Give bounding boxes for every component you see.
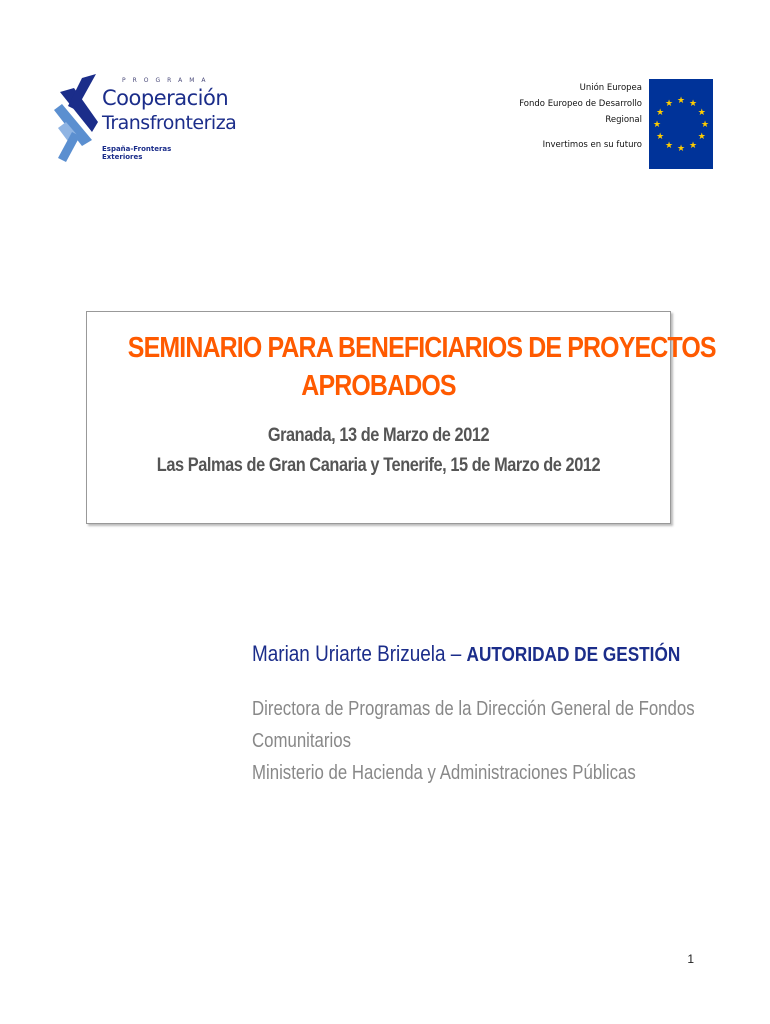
position-line1: Directora de Programas de la Dirección General de Fondos [252, 698, 695, 720]
eu-star-icon: ★ [688, 98, 698, 109]
speaker-role: AUTORIDAD DE GESTIÓN [466, 644, 681, 666]
position-line2: Comunitarios [252, 730, 351, 752]
eu-star-icon: ★ [676, 143, 686, 153]
seminar-title-line1: SEMINARIO PARA BENEFICIARIOS DE PROYECTOS [127, 332, 716, 364]
eu-line3: Regional [605, 115, 642, 125]
seminar-title-line2: APROBADOS [301, 370, 456, 402]
cooperacion-transfronteriza-logo [52, 70, 237, 170]
eu-star-icon: ★ [656, 131, 665, 141]
eu-star-icon: ★ [664, 98, 674, 109]
eu-star-icon: ★ [688, 139, 698, 150]
page-number: 1 [687, 952, 694, 966]
logo-cooperacion-text: Cooperación [102, 86, 229, 110]
date-granada: Granada, 13 de Marzo de 2012 [267, 425, 490, 446]
eu-star-icon: ★ [676, 95, 686, 105]
eu-star-icon: ★ [656, 107, 665, 117]
x-mark-icon [52, 70, 102, 170]
logo-espana-text: España-Fronteras Exteriores [102, 145, 172, 161]
eu-star-icon: ★ [664, 139, 674, 150]
eu-motto: Invertimos en su futuro [542, 140, 642, 150]
eu-line2: Fondo Europeo de Desarrollo [519, 99, 642, 109]
eu-flag-icon [649, 79, 713, 169]
speaker-line [252, 641, 682, 667]
speaker-position [252, 693, 695, 789]
eu-line1: Unión Europea [579, 83, 642, 93]
speaker-name: Marian Uriarte Brizuela – AUTORIDAD DE GESTIÓN [252, 641, 681, 666]
eu-star-icon: ★ [652, 119, 662, 129]
eu-star-icon: ★ [697, 107, 706, 117]
eu-star-icon: ★ [700, 119, 710, 129]
logo-transfronteriza-text: Transfronteriza [102, 112, 237, 134]
eu-star-icon: ★ [697, 131, 706, 141]
title-box [86, 311, 716, 524]
position-line3: Ministerio de Hacienda y Administraciones Públicas [252, 762, 636, 784]
programa-label: PROGRAMA [122, 77, 213, 84]
date-canarias: Las Palmas de Gran Canaria y Tenerife, 15 de Marzo de 2012 [156, 455, 601, 476]
eu-text-block [519, 80, 642, 153]
